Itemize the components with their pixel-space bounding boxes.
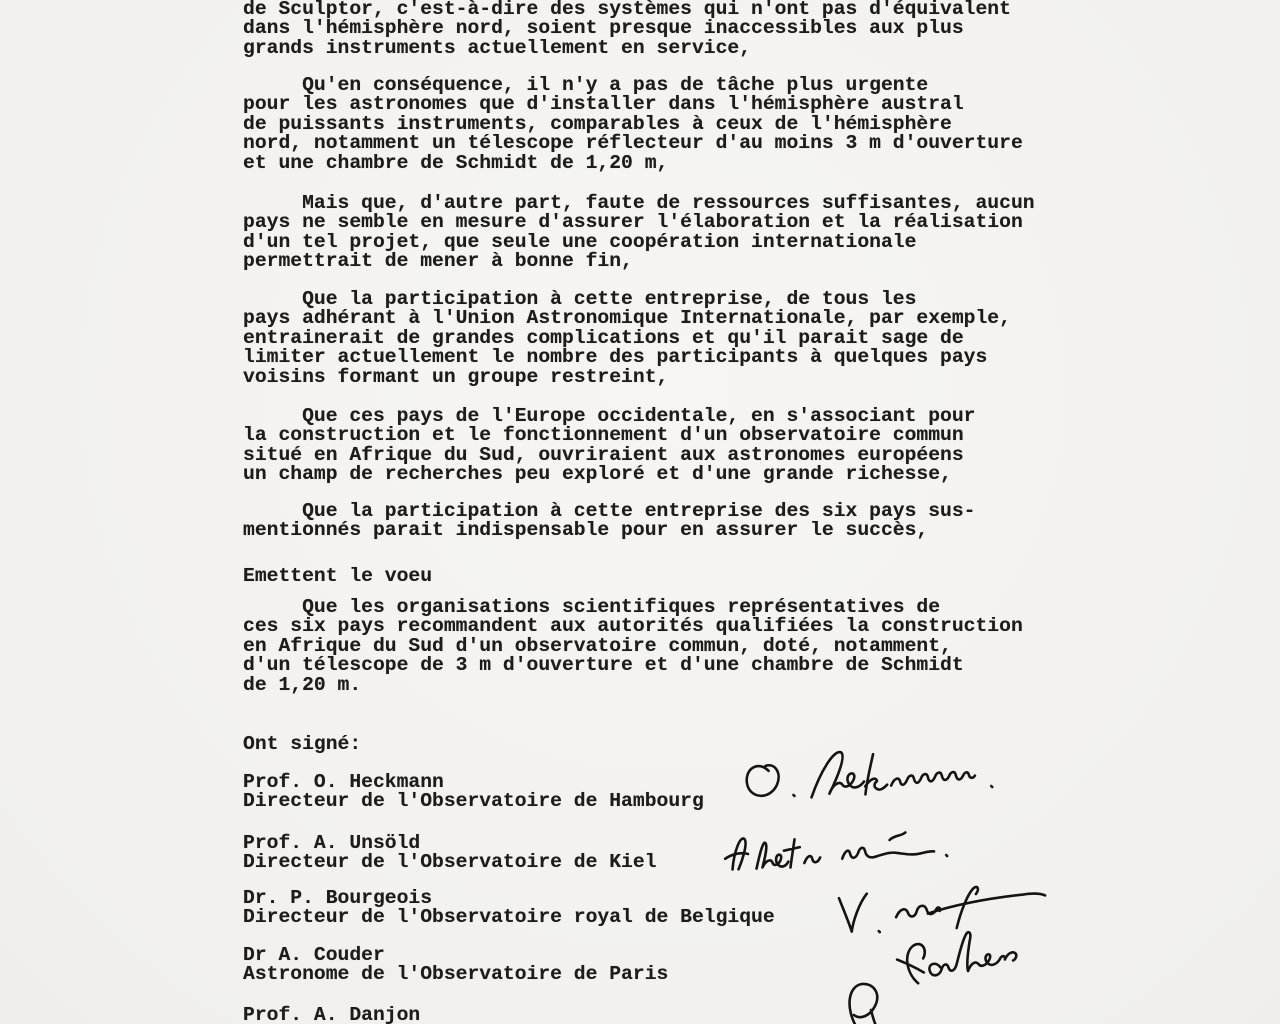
- para-sculptor: de Sculptor, c'est-à-dire des systèmes qui n'ont pas d'équivalent dans l'hémisphère nord, soient presque inaccessibles aux plus grands instruments actuellement en service,: [243, 0, 1011, 59]
- signatory-title: Directeur de l'Observatoire de Kiel: [243, 851, 657, 874]
- para-participation-uai: Que la participation à cette entreprise, de tous les pays adhérant à l'Union Astronomique Internationale, par exemple, entrainerait de grandes complications et qu'il parait sage de limiter actuellement le nombre des participants à quelques pays voisins formant un groupe restreint,: [243, 288, 1011, 388]
- signatory-title: Astronome de l'Observatoire de Paris: [243, 963, 669, 986]
- heading-emettent-le-voeu: Emettent le voeu: [243, 565, 433, 587]
- signatory-name: Dr. P. Bourgeois: [243, 887, 433, 909]
- signatory-unsold: [243, 834, 657, 873]
- para-europe-occidentale: Que ces pays de l'Europe occidentale, en s'associant pour la construction et le fonctionnement d'un observatoire commun situé en Afrique du Sud, ouvriraient aux astronomes européens un champ de recherches peu exploré et d'une grande richesse,: [243, 405, 976, 486]
- unsold-signature: [717, 817, 989, 882]
- para-recommandation: Que les organisations scientifiques représentatives de ces six pays recommandent aux autorités qualifiées la construction en Afrique du Sud d'un observatoire commun, doté, notamment, d'un télescope de 3 m d'ouverture et d'une chambre de Schmidt de 1,20 m.: [243, 596, 1023, 696]
- para-ressources: Mais que, d'autre part, faute de ressources suffisantes, aucun pays ne semble en mesure d'assurer l'élaboration et la réalisation d'un tel projet, que seule une coopération internationale permettrait de mener à bonne fin,: [243, 192, 1035, 273]
- signatory-name: Prof. A. Unsöld: [243, 832, 421, 854]
- danjon-partial-signature: [835, 978, 899, 1024]
- signatory-heckmann: [243, 773, 704, 812]
- signatory-name: Dr A. Couder: [243, 944, 385, 966]
- signatory-name: Prof. A. Danjon: [243, 1004, 421, 1024]
- signatory-couder: [243, 946, 668, 985]
- ont-signe-label: Ont signé:: [243, 733, 362, 755]
- para-consequence: Qu'en conséquence, il n'y a pas de tâche plus urgente pour les astronomes que d'installer dans l'hémisphère austral de puissants instruments, comparables à ceux de l'hémisphère nord, notamment un télescope réflecteur d'au moins 3 m d'ouverture et une chambre de Schmidt de 1,20 m,: [243, 74, 1023, 174]
- signatory-name: Prof. O. Heckmann: [243, 771, 444, 793]
- signatory-bourgeois: [243, 889, 775, 928]
- heckmann-signature: [734, 736, 1081, 818]
- para-six-pays: Que la participation à cette entreprise des six pays sus- mentionnés parait indispensable pour en assurer le succès,: [243, 500, 976, 542]
- signatory-danjon: [243, 1006, 420, 1024]
- signatory-title: Directeur de l'Observatoire de Hambourg: [243, 790, 704, 813]
- signatory-title: Directeur de l'Observatoire royal de Belgique: [243, 906, 775, 929]
